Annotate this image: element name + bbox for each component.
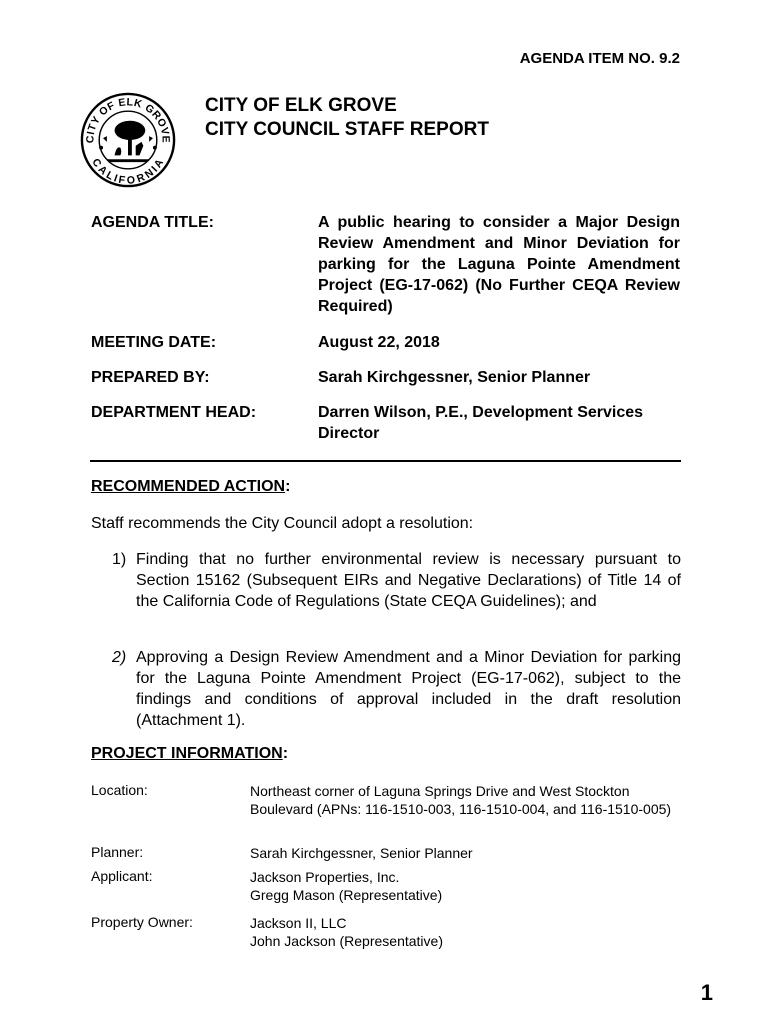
recommended-action-colon: : bbox=[285, 478, 291, 495]
list-item-number: 1) bbox=[112, 551, 127, 568]
meeting-date-label: MEETING DATE: bbox=[91, 334, 217, 351]
department-head-label: DEPARTMENT HEAD: bbox=[91, 404, 257, 421]
planner-value: Sarah Kirchgessner, Senior Planner bbox=[250, 845, 473, 861]
planner-label: Planner: bbox=[91, 844, 144, 860]
list-item bbox=[91, 647, 681, 731]
list-item-text: Finding that no further environmental review is necessary pursuant to Section 15162 (Subsequent EIRs and Negative Declarations) of Title 14 of the California Code of Regulations (State CEQA Guidelines); and bbox=[136, 551, 681, 610]
applicant-representative: Gregg Mason (Representative) bbox=[250, 887, 443, 903]
recommendation-intro: Staff recommends the City Council adopt a resolution: bbox=[91, 515, 474, 532]
property-owner-value bbox=[250, 914, 680, 950]
owner-company: Jackson II, LLC bbox=[250, 915, 347, 931]
recommended-action-heading-text: RECOMMENDED ACTION bbox=[91, 478, 286, 495]
project-information-colon: : bbox=[282, 745, 289, 762]
prepared-by-label: PREPARED BY: bbox=[91, 369, 210, 386]
location-label: Location: bbox=[91, 782, 148, 798]
report-title bbox=[205, 94, 489, 142]
owner-representative: John Jackson (Representative) bbox=[250, 933, 443, 949]
seal-top-text: CITY OF ELK GROVE bbox=[84, 96, 172, 144]
applicant-value bbox=[250, 868, 680, 904]
list-item-number: 2) bbox=[112, 649, 127, 666]
agenda-title-value: A public hearing to consider a Major Design Review Amendment and Minor Deviation for parking for the Laguna Pointe Amendment Project (EG-17-062) (No Further CEQA Review Required) bbox=[318, 214, 680, 315]
project-information-heading-text: PROJECT INFORMATION bbox=[91, 745, 283, 762]
agenda-title-label: AGENDA TITLE: bbox=[91, 214, 214, 231]
city-seal-icon bbox=[80, 92, 176, 188]
seal-bottom-text: CALIFORNIA bbox=[89, 156, 167, 187]
location-value: Northeast corner of Laguna Springs Drive and West Stockton Boulevard (APNs: 116-1510-003, 116-1510-004, and 116-1510-005) bbox=[250, 783, 672, 817]
agenda-item-number: AGENDA ITEM NO. 9.2 bbox=[519, 50, 680, 67]
recommended-action-heading bbox=[91, 478, 290, 496]
report-type: CITY COUNCIL STAFF REPORT bbox=[205, 119, 489, 140]
meeting-date-value: August 22, 2018 bbox=[318, 334, 440, 351]
applicant-label: Applicant: bbox=[91, 868, 153, 884]
list-item bbox=[91, 549, 681, 612]
applicant-company: Jackson Properties, Inc. bbox=[250, 869, 400, 885]
page-number: 1 bbox=[700, 980, 713, 1005]
property-owner-label: Property Owner: bbox=[91, 914, 193, 930]
prepared-by-value: Sarah Kirchgessner, Senior Planner bbox=[318, 369, 591, 386]
list-item-text: Approving a Design Review Amendment and a Minor Deviation for parking for the Laguna Pointe Amendment Project (EG-17-062), subject to the findings and conditions of approval included in the draft resolution (Attachment 1). bbox=[136, 649, 681, 729]
department-head-value: Darren Wilson, P.E., Development Services Director bbox=[318, 404, 644, 442]
project-information-heading bbox=[91, 745, 288, 763]
section-divider bbox=[90, 460, 681, 462]
city-name: CITY OF ELK GROVE bbox=[205, 95, 397, 116]
